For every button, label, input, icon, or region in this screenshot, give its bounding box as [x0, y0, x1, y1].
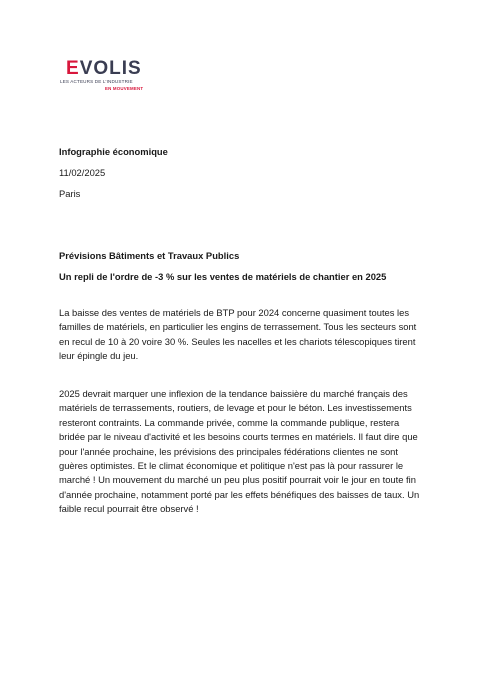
document-location: Paris [59, 188, 81, 199]
paragraph-line: faible recul pourrait être observé ! [59, 503, 199, 515]
body-paragraph-1 [59, 306, 439, 364]
paragraph-line: pour l'année prochaine, les prévisions des principales fédérations clientes ne sont [59, 445, 398, 457]
paragraph-line: resteront contraints. La commande privée, comme la commande publique, restera [59, 416, 400, 428]
paragraph-line: 2025 devrait marquer une inflexion de la tendance baissière du marché français des [59, 388, 408, 399]
evolis-logo [59, 58, 179, 98]
paragraph-line: La baisse des ventes de matériels de BTP pour 2024 concerne quasiment toutes les [59, 307, 410, 318]
document-kicker: Prévisions Bâtiments et Travaux Publics [59, 250, 240, 261]
paragraph-line: bridée par le niveau d'activité et les besoins courts termes en matériels. Il faut dire que [59, 431, 418, 443]
document-category: Infographie économique [59, 146, 168, 157]
logo-wordmark-accent-letter: E [66, 58, 80, 79]
document-date: 11/02/2025 [59, 167, 106, 178]
paragraph-line: guères optimistes. Et le climat économique et politique n'est pas là pour rassurer le [59, 460, 404, 472]
logo-tagline-sub: EN MOUVEMENT [105, 86, 144, 91]
paragraph-line: d'année prochaine, notamment porté par les effets bénéfiques des baisses de taux. Un [59, 488, 420, 500]
logo-wordmark [66, 58, 142, 80]
body-paragraph-2 [59, 387, 439, 517]
paragraph-line: familles de matériels, en particulier les engins de terrassement. Tous les secteurs sont [59, 321, 417, 333]
logo-tagline: LES ACTEURS DE L'INDUSTRIE [60, 79, 133, 84]
paragraph-line: matériels de terrassements, routiers, de levage et pour le béton. Les investissements [59, 402, 412, 414]
logo-wordmark-rest: VOLIS [79, 58, 142, 79]
paragraph-line: en recul de 10 à 20 voire 30 %. Seules les nacelles et les chariots télescopiques tirent [59, 335, 416, 347]
paragraph-line: marché ! Un mouvement du marché un peu plus positif pourrait voir le jour en toute fin [59, 474, 416, 486]
paragraph-line: leur épingle du jeu. [59, 350, 139, 362]
document-headline: Un repli de l'ordre de -3 % sur les ventes de matériels de chantier en 2025 [59, 271, 387, 282]
